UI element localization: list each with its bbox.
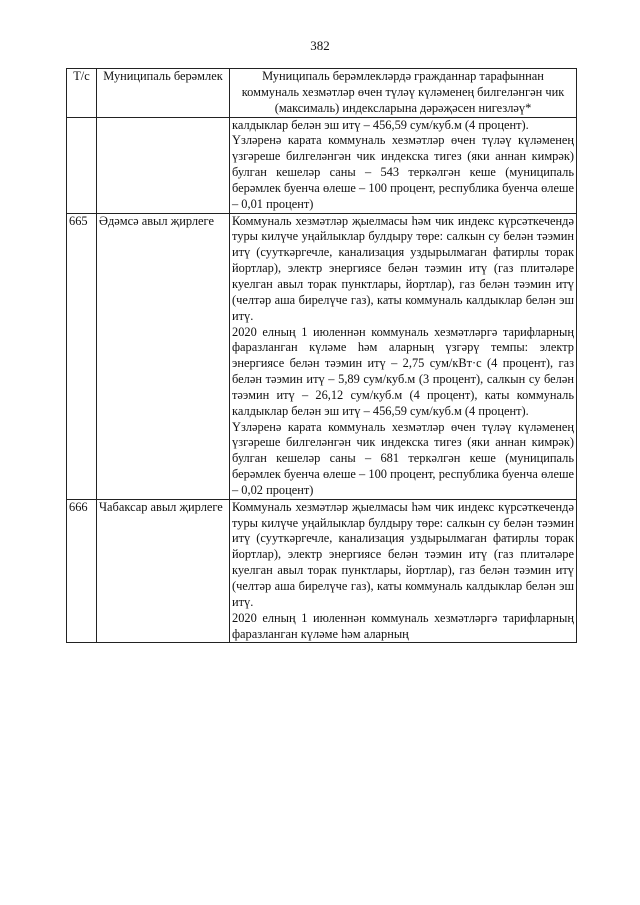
row-number-cell: 665: [67, 213, 97, 499]
description-paragraph: Коммуналь хезмәтләр җыелмасы һәм чик индекс күрсәткечендә туры килүче уңайлыклар булдыру төре: салкын су белән тәэмин итү (сууткәргечле, канализация уздырылмаган фатирлы торак йортлар), электр энергиясе белән тәэмин итү (газ плитәләре куелган авыл торак пунктлары, йортлар), газ белән тәэмин итү (челтәр аша бирелүче газ), каты коммуналь калдыклар белән эш итү.: [232, 499, 574, 609]
row-description-cell: [230, 117, 577, 213]
table-row-continuation: [67, 117, 577, 213]
row-municipality-cell: Әдәмсә авыл җирлеге: [97, 213, 230, 499]
row-description-cell: [230, 213, 577, 499]
header-municipality: Муниципаль берәмлек: [97, 69, 230, 118]
row-number-cell: 666: [67, 499, 97, 643]
row-municipality-cell: [97, 117, 230, 213]
description-paragraph: калдыклар белән эш итү – 456,59 сум/куб.м (4 процент).: [232, 117, 529, 132]
description-paragraph: 2020 елның 1 июленнән коммуналь хезмәтләргә тарифларның фаразланган күләме һәм аларның үзгәрү темпы: электр энергиясе белән тәэмин итү – 2,75 сум/кВт·с (4 процент), газ белән тәэмин итү – 5,89 сум/куб.м (3 процент), салкын су белән тәэмин итү – 26,12 сум/куб.м (4 процент), каты коммуналь калдыклар белән эш итү – 456,59 сум/куб.м (4 процент).: [232, 324, 574, 418]
description-paragraph: Коммуналь хезмәтләр җыелмасы һәм чик индекс күрсәткечендә туры килүче уңайлыклар булдыру төре: салкын су белән тәэмин итү (сууткәргечле, канализация уздырылмаган фатирлы торак йортлар), электр энергиясе белән тәэмин итү (газ плитәләре куелган авыл торак пунктлары, йортлар), газ белән тәэмин итү (челтәр аша бирелүче газ), каты коммуналь калдыклар белән эш итү.: [232, 213, 574, 323]
row-description-cell: [230, 499, 577, 643]
table-row-666: [67, 499, 577, 643]
table-header-row: [67, 69, 577, 118]
page-number: 382: [310, 38, 330, 53]
row-number-cell: [67, 117, 97, 213]
description-paragraph: 2020 елның 1 июленнән коммуналь хезмәтләргә тарифларның фаразланган күләме һәм аларның: [232, 610, 574, 641]
header-description: Муниципаль берәмлекләрдә гражданнар тарафыннан коммуналь хезмәтләр өчен түләү күләменең билгеләнгән чик (максималь) индексларына дәрәҗәсен нигезләү*: [230, 69, 577, 118]
tariff-table: [66, 68, 577, 643]
description-paragraph: Үзләренә карата коммуналь хезмәтләр өчен түләү күләменең үзгәреше билгеләнгән чик индекска тигез (яки аннан кимрәк) булган кешеләр саны – 681 теркәлгән кеше (муниципаль берәмлек буенча өлеше – 100 процент, республика буенча өлеше – 0,02 процент): [232, 419, 574, 497]
header-number: Т/с: [67, 69, 97, 118]
description-paragraph: Үзләренә карата коммуналь хезмәтләр өчен түләү күләменең үзгәреше билгеләнгән чик индекска тигез (яки аннан кимрәк) булган кешеләр саны – 543 теркәлгән кеше (муниципаль берәмлек буенча өлеше – 100 процент, республика буенча өлеше – 0,01 процент): [232, 133, 574, 211]
row-municipality-cell: Чабаксар авыл җирлеге: [97, 499, 230, 643]
table-row-665: [67, 213, 577, 499]
